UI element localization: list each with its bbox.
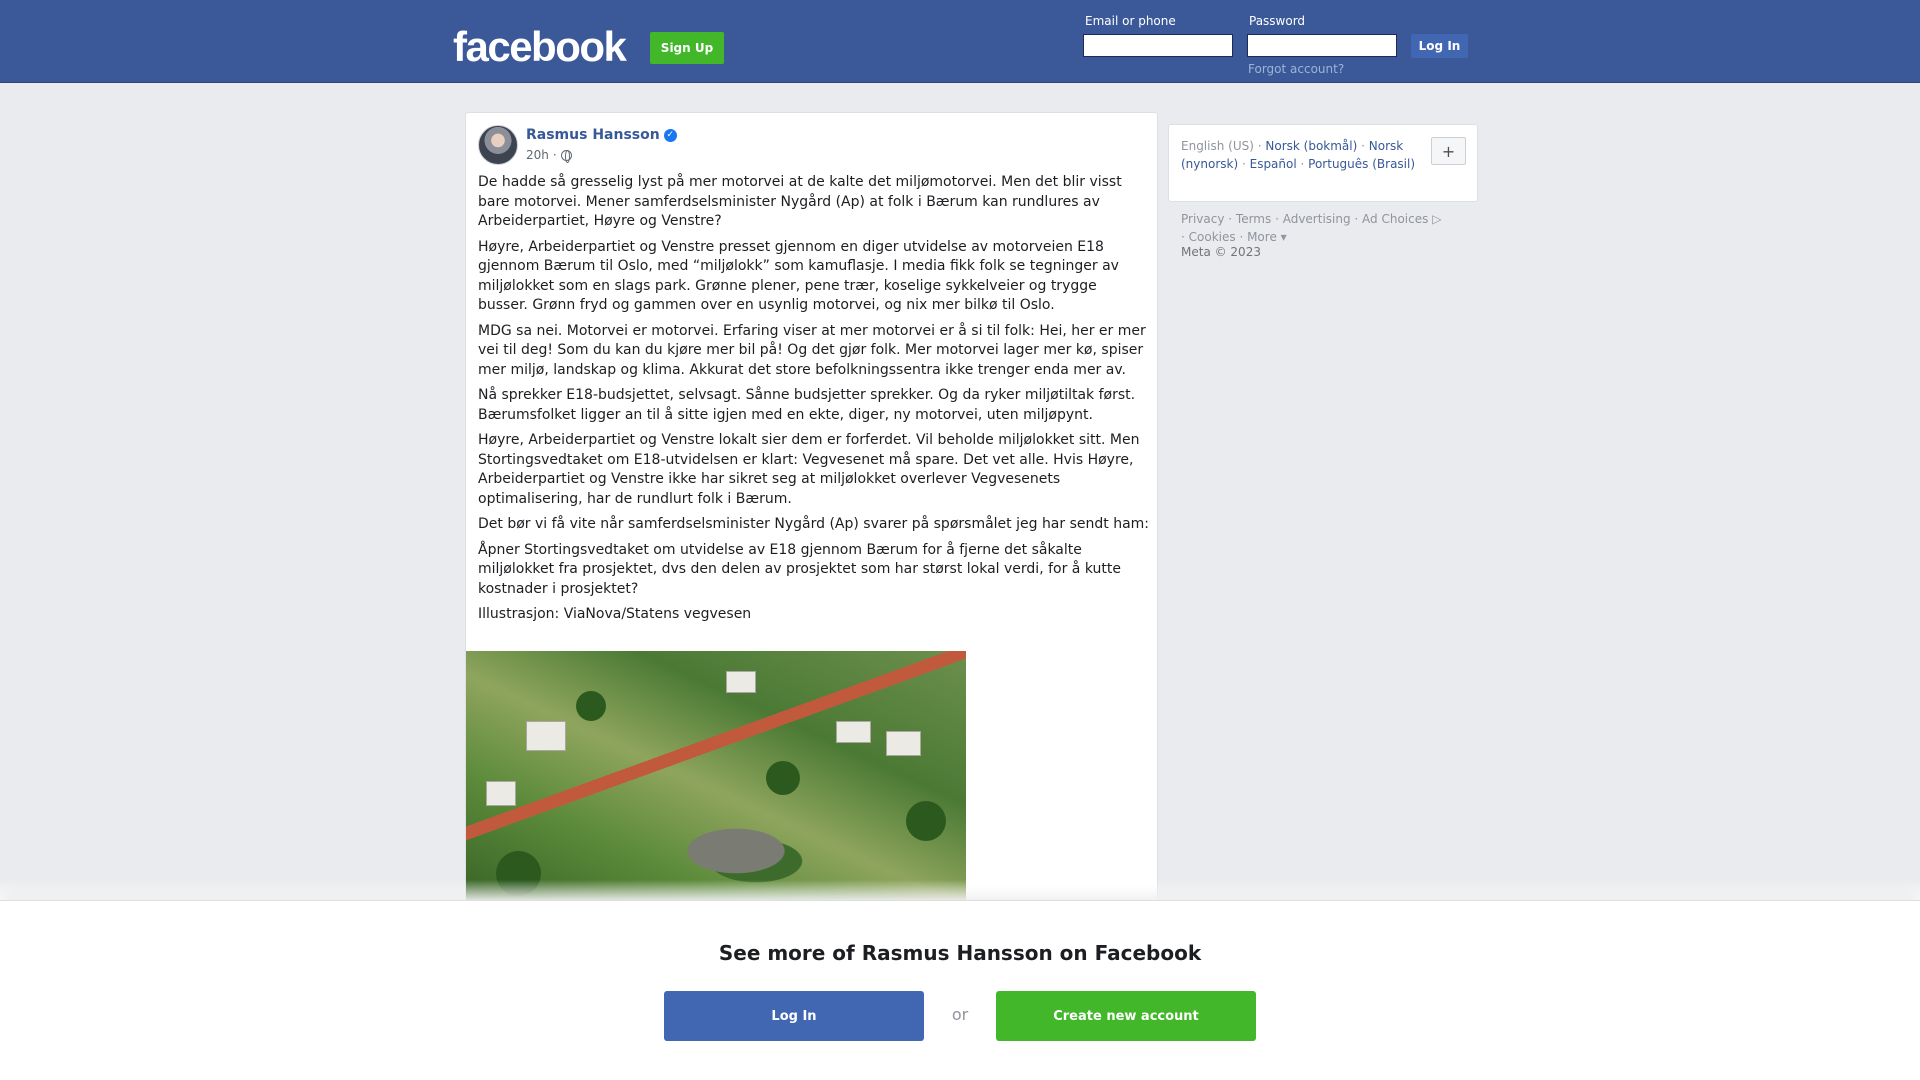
language-option[interactable]: Norsk (bokmål) xyxy=(1265,139,1358,153)
post-paragraph: Nå sprekker E18-budsjettet, selvsagt. Sånne budsjetter sprekker. Og da ryker miljøtiltak først. Bærumsfolket ligger an til å sitte igjen med en ekte, diger, ny motorvei, uten miljøpynt. xyxy=(478,387,1136,423)
post-paragraph: Åpner Stortingsvedtaket om utvidelse av E18 gjennom Bærum for å fjerne det såkalte miljølokket fra prosjektet, dvs den delen av prosjektet som har størst lokal verdi, for å kutte kostnader i prosjektet? xyxy=(478,541,1121,597)
login-form xyxy=(1083,12,1483,82)
post-paragraph: Høyre, Arbeiderpartiet og Venstre presset gjennom en diger utvidelse av motorveien E18 gjennom Bærum til Oslo, med “miljølokk” som kamuflasje. I media fikk folk se tegninger av miljølokket som en slags park. Grønne plener, pene trær, koselige sykkelveier og trygge busser. Grønn fryd og gammen over en usynlig motorvei, og nix mer bilkø til Oslo. xyxy=(478,238,1119,313)
footer-link-privacy[interactable]: Privacy xyxy=(1181,212,1225,226)
post-author[interactable] xyxy=(526,127,677,143)
language-option[interactable]: Português (Brasil) xyxy=(1308,157,1416,171)
image-detail xyxy=(526,721,566,751)
copyright: Meta © 2023 xyxy=(1181,245,1261,259)
post-paragraph: De hadde så gresselig lyst på mer motorvei at de kalte det miljømotorvei. Men det blir visst bare motorvei. Mener samferdselsminister Nygård (Ap) at folk i Bærum kan rundlures av Arbeiderpartiet, Høyre og Venstre? xyxy=(478,174,1122,229)
post-author-name[interactable]: Rasmus Hansson xyxy=(526,127,660,143)
image-detail xyxy=(836,721,871,743)
facebook-logo[interactable]: facebook xyxy=(453,23,626,70)
forgot-account-link[interactable]: Forgot account? xyxy=(1248,62,1345,76)
overlay-or-text: or xyxy=(951,1005,969,1024)
overlay-login-button[interactable]: Log In xyxy=(664,991,924,1041)
image-detail xyxy=(576,691,606,721)
avatar[interactable] xyxy=(478,125,518,165)
footer-link-more[interactable]: More xyxy=(1247,230,1277,244)
caret-down-icon: ▾ xyxy=(1276,230,1287,244)
image-detail xyxy=(906,801,946,841)
image-detail xyxy=(486,781,516,806)
email-field[interactable] xyxy=(1083,34,1233,57)
overlay-title: See more of Rasmus Hansson on Facebook xyxy=(718,941,1202,965)
language-option[interactable]: Español xyxy=(1249,157,1297,171)
image-detail xyxy=(886,731,921,756)
verified-badge-icon: ✓ xyxy=(664,129,677,142)
meta-separator: · xyxy=(552,148,557,162)
image-detail xyxy=(766,761,800,795)
password-label: Password xyxy=(1249,14,1306,28)
ad-choices-icon: ▷ xyxy=(1428,212,1442,226)
language-selector xyxy=(1168,124,1478,202)
footer-link-terms[interactable]: Terms xyxy=(1235,212,1272,226)
post-paragraph: Høyre, Arbeiderpartiet og Venstre lokalt sier dem er forferdet. Vil beholde miljølokket sitt. Men Stortingsvedtaket om E18-utvidelsen er klart: Vegvesenet må spare. Det vet alle. Hvis Høyre, Arbeiderpartiet og Venstre ikke har sikret seg at miljølokket overlever Vegvesenets optimalisering, har de rundlurt folk i Bærum. xyxy=(478,432,1140,507)
overlay-fade xyxy=(0,880,1920,900)
post-body xyxy=(478,173,1150,631)
post-paragraph: MDG sa nei. Motorvei er motorvei. Erfaring viser at mer motorvei er å si til folk: Hei, her er mer vei til deg! Som du kan du kjøre mer bil på! Og det gjør folk. Mer motorvei lager mer kø, spiser mer miljø, landskap og klima. Akkurat det store befolkningssentra ikke trenger enda mer av. xyxy=(478,322,1146,378)
post-timestamp[interactable]: 20h xyxy=(526,148,549,162)
more-languages-button[interactable]: + xyxy=(1431,137,1466,165)
footer-link-ad-choices[interactable]: Ad Choices xyxy=(1362,212,1429,226)
login-prompt-overlay xyxy=(0,900,1920,1080)
language-option[interactable]: Norsk (nynorsk) xyxy=(1181,139,1404,171)
post-meta xyxy=(526,148,572,162)
post-paragraph: Det bør vi få vite når samferdselsminister Nygård (Ap) svarer på spørsmålet jeg har sendt ham: xyxy=(478,516,1150,532)
language-list: English (US) · Norsk (bokmål) · Norsk (nynorsk) · Español · Português (Brasil) xyxy=(1181,139,1416,171)
footer-link-advertising[interactable]: Advertising xyxy=(1282,212,1351,226)
top-bar xyxy=(0,0,1920,83)
sign-up-button[interactable]: Sign Up xyxy=(650,32,724,64)
image-detail xyxy=(726,671,756,693)
email-label: Email or phone xyxy=(1085,14,1176,28)
globe-icon xyxy=(561,150,572,161)
language-option: English (US) xyxy=(1181,139,1254,153)
create-account-button[interactable]: Create new account xyxy=(996,991,1256,1041)
post-card xyxy=(465,112,1158,992)
header-login-button[interactable]: Log In xyxy=(1411,34,1468,58)
password-field[interactable] xyxy=(1247,34,1397,57)
post-paragraph: Illustrasjon: ViaNova/Statens vegvesen xyxy=(478,606,752,622)
footer-link-cookies[interactable]: Cookies xyxy=(1188,230,1236,244)
footer-links: Privacy · Terms · Advertising · Ad Choices ▷ · Cookies · More ▾ xyxy=(1181,212,1442,244)
